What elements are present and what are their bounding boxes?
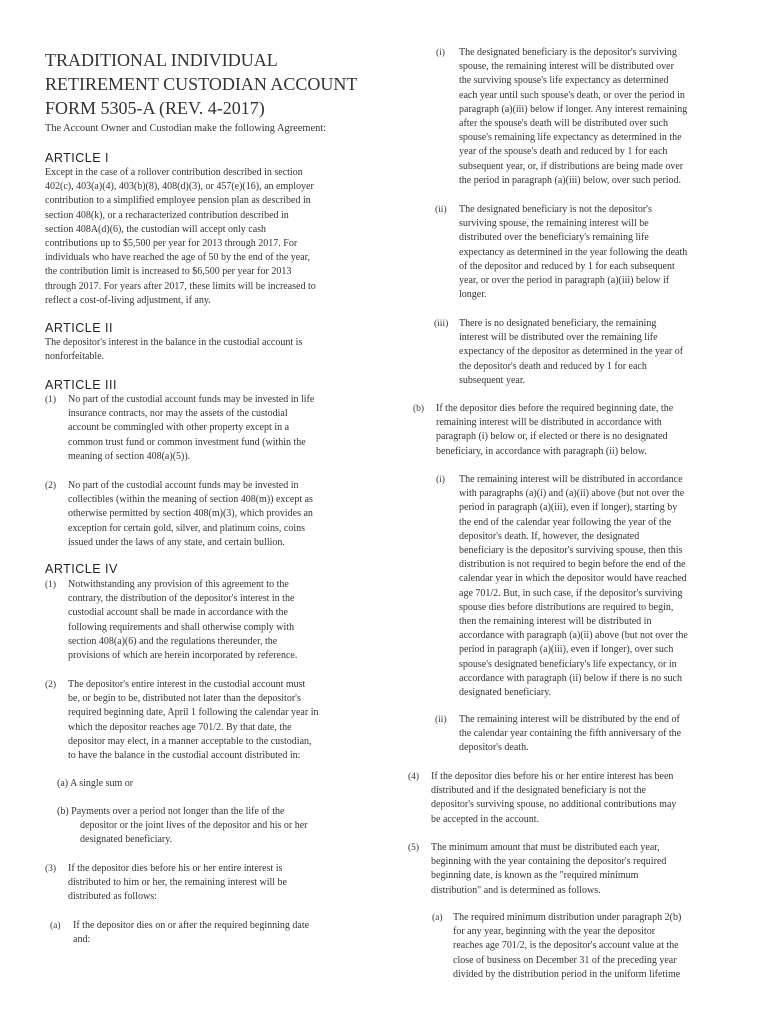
- article-4-heading: ARTICLE IV: [45, 562, 118, 576]
- item-text: Notwithstanding any provision of this agreement to the contrary, the distribution of the depositor's interest in the custodial account shall be made in accordance with the following requirements and shall otherwise comply with section 408(a)(6) and the regulations thereunder, the provisions of which are herein incorporated by reference.: [68, 579, 298, 662]
- item-label: (a): [50, 921, 61, 931]
- item-text: The designated beneficiary is not the depositor's surviving spouse, the remaining interest will be distributed over the beneficiary's remaining life expectancy as determined in the year following the death of the depositor and reduced by 1 for each subsequent year, or over the period in paragraph (a)(iii) below if longer.: [459, 204, 688, 301]
- item-text: The remaining interest will be distributed by the end of the calendar year containing the fifth anniversary of the depositor's death.: [459, 714, 682, 754]
- item-text: If the depositor dies before the required beginning date, the remaining interest will be distributed in accordance with paragraph (i) below or, if elected or there is no designated beneficiary, in accordance with paragraph (ii) below.: [436, 403, 674, 457]
- article-4-item-4: [408, 770, 676, 827]
- item-text: There is no designated beneficiary, the remaining interest will be distributed over the remaining life expectancy of the depositor as determined in the year of the depositor's death and reduced by 1 for each subsequent year.: [459, 318, 684, 386]
- agreement-intro: The Account Owner and Custodian make the following Agreement:: [45, 123, 327, 134]
- article-4-item-1: [45, 578, 297, 663]
- article-3-item-1: [45, 393, 314, 464]
- item-label: (a): [432, 913, 443, 923]
- item-label: (i): [436, 48, 445, 58]
- item-text: The required minimum distribution under paragraph 2(b) for any year, beginning with the year the depositor reaches age 701/2, is the depositor's account value at the close of business on December 31 of the preceding year divided by the distribution period in the uniform lifetime: [453, 912, 682, 980]
- item-label: (ii): [435, 715, 447, 725]
- item-label: (5): [408, 843, 420, 853]
- item-text: If the depositor dies before his or her entire interest has been distributed and if the designated beneficiary is not the depositor's surviving spouse, no additional contributions may be accepted in the account.: [431, 771, 677, 825]
- article-4-item-3a-iii: [434, 317, 683, 388]
- item-label: (3): [45, 864, 57, 874]
- article-4-item-3a-i: [436, 46, 687, 188]
- article-2-text: The depositor's interest in the balance in the custodial account is nonforfeitable.: [45, 337, 303, 363]
- item-label: (a): [57, 778, 69, 789]
- article-4-item-2b: [57, 805, 307, 848]
- article-2-heading: ARTICLE II: [45, 321, 113, 335]
- item-text: The remaining interest will be distributed in accordance with paragraphs (a)(i) and (a)(ii) above (but not over the period in paragraph (a)(iii), even if longer), starting by the end of the calendar year following the year of the depositor's death. If, however, the designated beneficiary is the depositor's surviving spouse, then this distribution is not required to begin before the end of the calendar year in which the depositor would have reached age 701/2. But, in such case, if the depositor's surviving spouse dies before distributions are required to begin, then the remaining interest will be distributed in accordance with paragraph (a)(ii) above (but not over the period in paragraph (a)(iii), even if longer), over such spouse's designated beneficiary's life expectancy, or in accordance with paragraph (ii) below if there is no such designated beneficiary.: [459, 474, 688, 699]
- item-label: (b): [413, 404, 425, 414]
- article-4-item-3b-i: [436, 473, 688, 700]
- item-text: If the depositor dies before his or her entire interest is distributed to him or her, the remaining interest will be distributed as follows:: [68, 863, 287, 903]
- item-label: (iii): [434, 319, 449, 329]
- item-text: Payments over a period not longer than the life of the depositor or the joint lives of the depositor and his or her designated beneficiary.: [71, 806, 308, 846]
- article-4-item-3b-ii: [435, 713, 681, 756]
- item-label: (1): [45, 395, 57, 405]
- item-text: The minimum amount that must be distributed each year, beginning with the year containing the depositor's required beginning date, is known as the "required minimum distribution" and is determined as follows.: [431, 842, 667, 896]
- item-text: The designated beneficiary is the depositor's surviving spouse, the remaining interest will be distributed over the surviving spouse's life expectancy as determined each year until such spouse's death, or over the period in paragraph (a)(iii) below if longer. Any interest remaining after the spouse's death will be distributed over such spouse's remaining life expectancy as determined in the year of the spouse's death and reduced by 1 for each subsequent year, or, if distributions are being made over the period in paragraph (a)(iii) below, over such period.: [459, 47, 688, 186]
- article-1-text: Except in the case of a rollover contribution described in section 402(c), 403(a)(4), 403(b)(8), 408(d)(3), or 457(e)(16), an employer contribution to a simplified employee pension plan as described in section 408(k), or a recharacterized contribution described in section 408A(d)(6), the custodian will accept only cash contributions up to $5,500 per year for 2013 through 2017. For individuals who have reached the age of 50 by the end of the year, the contribution limit is increased to $6,500 per year for 2013 through 2017. For years after 2017, these limits will be increased to reflect a cost-of-living adjustment, if any.: [45, 167, 316, 306]
- item-label: (4): [408, 772, 420, 782]
- article-4-item-3a: [50, 919, 309, 947]
- article-4-item-5: [408, 841, 666, 898]
- article-4-item-2: [45, 678, 318, 763]
- item-text: A single sum or: [70, 778, 134, 789]
- article-3-heading: ARTICLE III: [45, 378, 117, 392]
- item-text: The depositor's entire interest in the custodial account must be, or begin to be, distributed not later than the depositor's required beginning date, April 1 following the calendar year in which the depositor reaches age 701/2. By that date, the depositor may elect, in a manner acceptable to the custodian, to have the balance in the custodial account distributed in:: [68, 679, 319, 762]
- article-4-item-3: [45, 862, 287, 905]
- item-label: (i): [436, 475, 445, 485]
- item-label: (ii): [435, 205, 447, 215]
- item-text: No part of the custodial account funds may be invested in life insurance contracts, nor may the assets of the custodial account be commingled with other property except in a common trust fund or common investment fund (within the meaning of section 408(a)(5)).: [68, 394, 315, 462]
- article-4-item-5a: [432, 911, 681, 982]
- article-3-item-2: [45, 479, 313, 550]
- article-4-item-3a-ii: [435, 203, 687, 302]
- article-1-heading: ARTICLE I: [45, 151, 110, 165]
- item-label: (1): [45, 580, 57, 590]
- item-label: (b): [57, 806, 69, 817]
- item-label: (2): [45, 481, 57, 491]
- form-title: TRADITIONAL INDIVIDUAL RETIREMENT CUSTODIAN ACCOUNT FORM 5305-A (REV. 4-2017): [45, 50, 358, 118]
- item-label: (2): [45, 680, 57, 690]
- item-text: If the depositor dies on or after the required beginning date and:: [73, 920, 310, 946]
- article-4-item-3b: [413, 402, 673, 459]
- article-4-item-2a: [57, 777, 133, 791]
- item-text: No part of the custodial account funds may be invested in collectibles (within the meaning of section 408(m)) except as otherwise permitted by section 408(m)(3), which provides an exception for certain gold, silver, and platinum coins, coins issued under the laws of any state, and certain bullion.: [68, 480, 313, 548]
